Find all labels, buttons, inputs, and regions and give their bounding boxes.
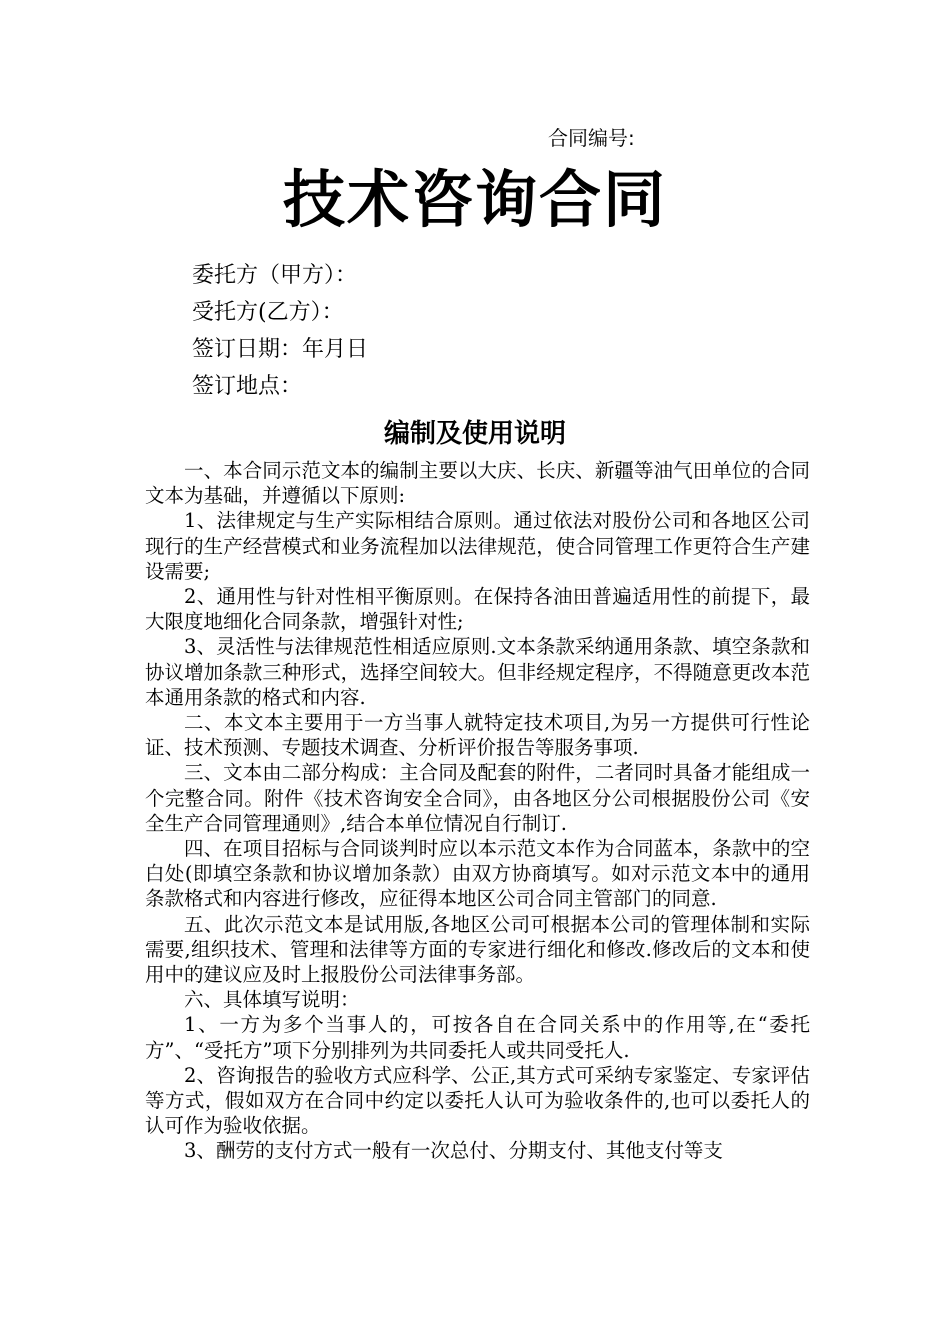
paragraph: 二、本文本主要用于一方当事人就特定技术项目,为另一方提供可行性论证、技术预测、专题技术调查、分析评价报告等服务事项.: [145, 711, 810, 760]
paragraph: 五、此次示范文本是试用版,各地区公司可根据本公司的管理体制和实际需要,组织技术、管理和法律等方面的专家进行细化和修改.修改后的文本和使用中的建议应及时上报股份公司法律事务部。: [145, 912, 810, 987]
paragraph: 3、灵活性与法律规范性相适应原则.文本条款采纳通用条款、填空条款和协议增加条款三种形式，选择空间较大。但非经规定程序，不得随意更改本范本通用条款的格式和内容.: [145, 635, 810, 709]
paragraph: 六、具体填写说明：: [184, 988, 360, 1012]
signing-date-line: 签订日期：年月日: [192, 337, 369, 362]
document-title: 技术咨询合同: [282, 163, 667, 236]
paragraph: 四、在项目招标与合同谈判时应以本示范文本作为合同蓝本，条款中的空白处(即填空条款和协议增加条款）由双方协商填写。如对示范文本中的通用条款格式和内容进行修改，应征得本地区公司合同主管部门的同意.: [145, 837, 810, 911]
paragraph: 1、一方为多个当事人的，可按各自在合同关系中的作用等,在“委托方”、“受托方”项下分别排列为共同委托人或共同受托人.: [145, 1013, 810, 1062]
client-party-line: 委托方（甲方）：: [192, 263, 358, 288]
contract-number-label: 合同编号:: [548, 126, 635, 150]
signing-place-line: 签订地点：: [192, 374, 303, 399]
paragraph: 一、本合同示范文本的编制主要以大庆、长庆、新疆等油气田单位的合同文本为基础，并遵循以下原则:: [145, 459, 810, 508]
paragraph: 3、酬劳的支付方式一般有一次总付、分期支付、其他支付等支: [184, 1139, 723, 1163]
paragraph: 2、通用性与针对性相平衡原则。在保持各油田普遍适用性的前提下，最大限度地细化合同条款，增强针对性;: [145, 585, 810, 634]
party-info-block: [192, 257, 368, 405]
paragraph: 三、文本由二部分构成：主合同及配套的附件，二者同时具备才能组成一个完整合同。附件《技术咨询安全合同》，由各地区分公司根据股份公司《安全生产合同管理通则》,结合本单位情况自行制订.: [145, 761, 810, 835]
contractor-party-line: 受托方(乙方）：: [192, 300, 344, 325]
paragraph: 2、咨询报告的验收方式应科学、公正,其方式可采纳专家鉴定、专家评估等方式，假如双方在合同中约定以委托人认可为验收条件的,也可以委托人的认可作为验收依据。: [145, 1063, 810, 1138]
instructions-body: [145, 458, 810, 1164]
section-title: 编制及使用说明: [383, 419, 566, 449]
paragraph: 1、法律规定与生产实际相结合原则。通过依法对股份公司和各地区公司现行的生产经营模式和业务流程加以法律规范，使合同管理工作更符合生产建设需要;: [145, 509, 810, 583]
